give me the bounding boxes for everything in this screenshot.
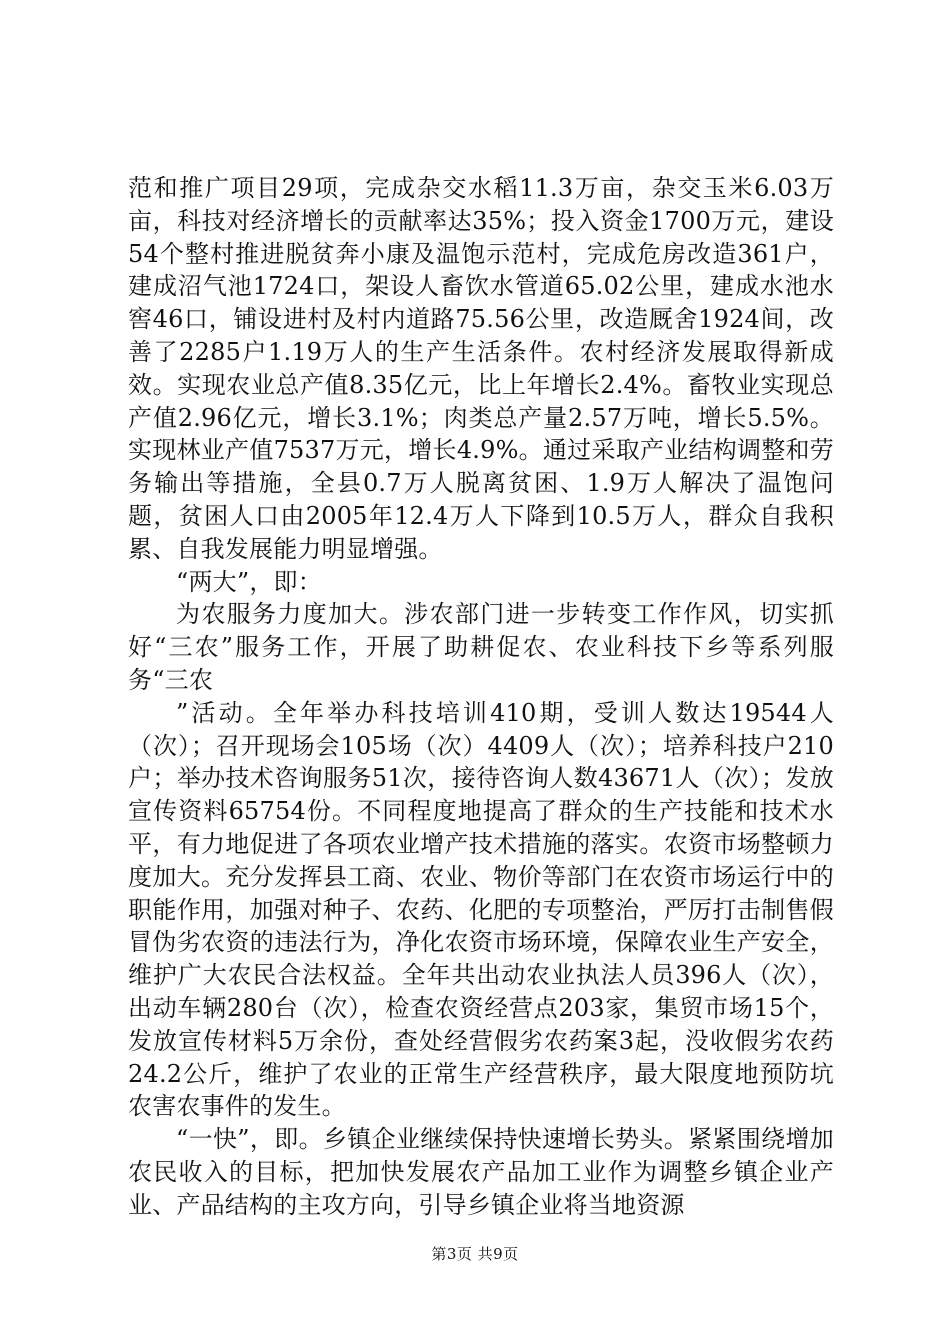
paragraph-two-major-heading: “两大”，即： xyxy=(176,567,322,596)
document-body xyxy=(128,172,834,1222)
paragraph-one-fast: “一快”，即。乡镇企业继续保持快速增长势头。紧紧围绕增加农民收入的目标，把加快发展农产品加工业作为调整乡镇企业产业、产品结构的主攻方向，引导乡镇企业将当地资源 xyxy=(128,1125,834,1219)
paragraph-service-intensity: 为农服务力度加大。涉农部门进一步转变工作作风，切实抓好“三农”服务工作，开展了助耕促农、农业科技下乡等系列服务“三农 xyxy=(128,600,834,694)
paragraph-continuation: 范和推广项目29项，完成杂交水稻11.3万亩，杂交玉米6.03万亩，科技对经济增长的贡献率达35%；投入资金1700万元，建设54个整村推进脱贫奔小康及温饱示范村，完成危房改造361户，建成沼气池1724口，架设人畜饮水管道65.02公里，建成水池水窖46口，铺设进村及村内道路75.56公里，改造厩舍1924间，改善了2285户1.19万人的生产生活条件。农村经济发展取得新成效。实现农业总产值8.35亿元，比上年增长2.4%。畜牧业实现总产值2.96亿元，增长3.1%；肉类总产量2.57万吨，增长5.5%。实现林业产值7537万元，增长4.9%。通过采取产业结构调整和劳务输出等措施，全县0.7万人脱离贫困、1.9万人解决了温饱问题，贫困人口由2005年12.4万人下降到10.5万人，群众自我积累、自我发展能力明显增强。 xyxy=(128,174,834,563)
paragraph-activities: ”活动。全年举办科技培训410期，受训人数达19544人（次）；召开现场会105场（次）4409人（次）；培养科技户210户；举办技术咨询服务51次，接待咨询人数43671人（次）；发放宣传资料65754份。不同程度地提高了群众的生产技能和技术水平，有力地促进了各项农业增产技术措施的落实。农资市场整顿力度加大。充分发挥县工商、农业、物价等部门在农资市场运行中的职能作用，加强对种子、农药、化肥的专项整治，严厉打击制售假冒伪劣农资的违法行为，净化农资市场环境，保障农业生产安全，维护广大农民合法权益。全年共出动农业执法人员396人（次），出动车辆280台（次），检查农资经营点203家，集贸市场15个，发放宣传材料5万余份，查处经营假劣农药案3起，没收假劣农药24.2公斤，维护了农业的正常生产经营秩序，最大限度地预防坑农害农事件的发生。 xyxy=(128,698,834,1121)
page-number-footer: 第3页 共9页 xyxy=(431,1245,519,1263)
